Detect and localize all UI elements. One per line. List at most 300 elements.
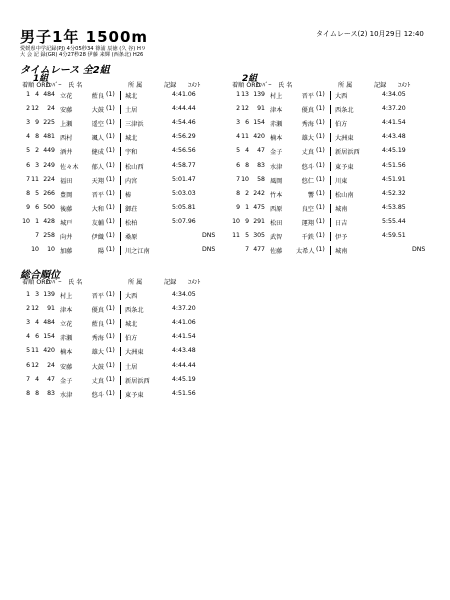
group-1-cell-given: 友輔 [91, 219, 104, 227]
overall-cell-place: 6 [26, 361, 30, 369]
group-1-header-num: ﾅﾝﾊﾞｰ [46, 82, 62, 89]
group-2-row [230, 91, 440, 103]
overall-cell-ord: 11 [31, 347, 39, 355]
group-2-cell-place: 1 [236, 91, 240, 98]
group-2-cell-grade: (1) [316, 133, 325, 141]
group-2-cell-ord: 8 [245, 161, 249, 169]
group-1-cell-given: 天翔 [91, 177, 104, 185]
group-1-cell-grade: (1) [106, 189, 115, 197]
overall-header-name: 氏 名 [68, 279, 83, 286]
group-2-cell-note: DNS [412, 246, 426, 254]
overall-cell-team: 伯方 [125, 335, 138, 343]
group-1-cell-team: 椿 [125, 191, 132, 199]
group-2-row [230, 133, 440, 145]
group-2-cell-grade: (1) [316, 217, 325, 225]
group-2-cell-ord: 1 [245, 203, 249, 211]
group-1-cell-grade: (1) [106, 133, 115, 141]
overall-cell-ord: 12 [31, 305, 39, 313]
group-1-cell-num: 500 [43, 203, 55, 211]
group-1-cell-note: DNS [202, 232, 216, 239]
group-2-row [230, 162, 440, 174]
group-1-divider [120, 147, 121, 156]
group-1-cell-place: 6 [26, 161, 30, 169]
overall-cell-name: 水津 [60, 391, 73, 399]
page-title: 男子1年 1500m [20, 28, 149, 46]
overall-cell-grade: (1) [106, 291, 115, 298]
overall-cell-place: 5 [26, 347, 30, 355]
group-1-cell-num: 481 [43, 133, 55, 141]
group-1-cell-place: 2 [26, 105, 30, 113]
group-2-cell-num: 420 [253, 133, 265, 141]
section-title-overall: 総合順位 [20, 270, 60, 281]
overall-divider [120, 305, 121, 314]
group-2-cell-num: 305 [253, 232, 265, 239]
overall-header-num: ﾅﾝﾊﾞｰ [46, 279, 62, 286]
group-2-cell-time: 4:37.20 [382, 105, 406, 113]
group-1-cell-name: 城戸 [60, 219, 73, 227]
group-1-cell-time: 5:07.96 [172, 217, 196, 225]
group-2-cell-place: 6 [236, 161, 240, 169]
overall-divider [120, 319, 121, 328]
group-1-cell-given: 陽 [97, 248, 104, 256]
group-2-cell-team: 大洲東 [335, 135, 354, 143]
group-1-cell-num: 484 [43, 91, 55, 98]
group-2-cell-num: 91 [257, 105, 265, 113]
group-2-cell-time: 4:52.32 [382, 189, 406, 197]
group-1-cell-given: 遥空 [91, 121, 104, 129]
group-1-cell-time: 4:56.29 [172, 133, 196, 141]
group-2-cell-grade: (1) [316, 246, 325, 254]
group-2-cell-place: 10 [232, 217, 240, 225]
group-1-header-team: 所 属 [128, 82, 143, 89]
group-2-row [230, 190, 440, 202]
group-2-cell-place: 2 [236, 105, 240, 113]
group-2-cell-ord: 13 [241, 91, 249, 98]
group-1-cell-ord: 4 [35, 91, 39, 98]
overall-cell-num: 420 [43, 347, 55, 355]
group-2-cell-name: 金子 [270, 149, 283, 157]
group-1-cell-ord: 10 [31, 246, 39, 254]
group-2-cell-time: 4:51.56 [382, 161, 406, 169]
overall-cell-time: 4:41.06 [172, 319, 196, 327]
group-2-cell-num: 154 [253, 119, 265, 127]
group-2-cell-name: 赤瀬 [270, 121, 283, 129]
group-1-cell-team: 松柏 [125, 219, 138, 227]
group-1-cell-place: 7 [26, 175, 30, 183]
group-2-divider [330, 232, 331, 241]
record-line-gr: 大 会 記 録(GR) 4分27秒28 伊藤 来輝 (西条北) H26 [20, 52, 144, 58]
group-1-label: 1組 [33, 74, 49, 84]
group-1-cell-name: 酒井 [60, 149, 73, 157]
group-2-cell-team: 城南 [335, 248, 348, 256]
overall-row [20, 333, 230, 345]
group-1-cell-team: 宇和 [125, 149, 138, 157]
group-1-row [20, 162, 230, 174]
group-2-cell-time: 4:53.85 [382, 203, 406, 211]
overall-cell-team: 大西 [125, 293, 138, 300]
group-2-cell-time: 4:43.48 [382, 133, 406, 141]
overall-cell-grade: (1) [106, 347, 115, 355]
overall-column-header [20, 277, 230, 289]
group-1-cell-num: 224 [43, 175, 55, 183]
overall-cell-place: 3 [26, 319, 30, 327]
group-2-cell-name: 村上 [270, 93, 283, 100]
overall-cell-name: 津本 [60, 307, 73, 315]
group-2-cell-ord: 12 [241, 105, 249, 113]
group-1-divider [120, 119, 121, 128]
overall-cell-name: 楠本 [60, 349, 73, 357]
group-2-cell-time: 4:41.54 [382, 119, 406, 127]
group-1-cell-grade: (1) [106, 203, 115, 211]
group-1-cell-team: 御荘 [125, 205, 138, 213]
overall-divider [120, 376, 121, 385]
group-2-cell-grade: (1) [316, 105, 325, 113]
group-1-divider [120, 91, 121, 100]
group-2-cell-time: 5:55.44 [382, 217, 406, 225]
group-2-cell-given: 雄大 [301, 135, 314, 143]
overall-cell-time: 4:37.20 [172, 305, 196, 313]
race-info: タイムレース(2) 10月29日 12:40 [316, 30, 424, 38]
group-2-cell-given: 響 [307, 191, 314, 199]
group-1-cell-team: 内宮 [125, 177, 138, 185]
overall-divider [120, 390, 121, 399]
overall-cell-time: 4:34.05 [172, 291, 196, 298]
overall-cell-name: 赤瀬 [60, 335, 73, 343]
group-2-row [230, 176, 440, 188]
group-1-cell-team: 城北 [125, 93, 138, 100]
group-2-cell-ord: 4 [245, 147, 249, 155]
overall-cell-given: 晋平 [91, 293, 104, 300]
group-2-cell-name: 松田 [270, 219, 283, 227]
overall-cell-place: 7 [26, 375, 30, 383]
overall-cell-ord: 4 [35, 375, 39, 383]
group-1-cell-team: 川之江南 [125, 248, 150, 256]
group-1-cell-name: 立花 [60, 93, 73, 100]
group-1-cell-place: 1 [26, 91, 30, 98]
overall-divider [120, 291, 121, 300]
overall-cell-num: 154 [43, 333, 55, 341]
group-1-cell-ord: 7 [35, 232, 39, 239]
group-1-header-name: 氏 名 [68, 82, 83, 89]
group-1-row [20, 119, 230, 131]
group-1-cell-time: 4:56.56 [172, 147, 196, 155]
group-1-cell-num: 225 [43, 119, 55, 127]
overall-cell-team: 東予東 [125, 391, 144, 399]
group-2-row [230, 147, 440, 159]
group-2-cell-grade: (1) [316, 203, 325, 211]
group-2-label: 2組 [242, 74, 258, 84]
overall-cell-time: 4:41.54 [172, 333, 196, 341]
overall-cell-time: 4:45.19 [172, 375, 196, 383]
group-1-divider [120, 105, 121, 114]
overall-row [20, 305, 230, 317]
group-1-cell-place: 9 [26, 203, 30, 211]
group-1-divider [120, 218, 121, 227]
group-1-cell-place: 10 [22, 217, 30, 225]
overall-divider [120, 347, 121, 356]
overall-cell-time: 4:44.44 [172, 361, 196, 369]
group-1-divider [120, 232, 121, 241]
group-2-cell-place: 3 [236, 119, 240, 127]
group-2-cell-team: 伊予 [335, 234, 348, 241]
group-1-cell-name: 西村 [60, 135, 73, 143]
group-2-header-comment: ｺﾒﾝﾄ [398, 82, 411, 89]
group-2-cell-given: 運翔 [301, 219, 314, 227]
group-1-row [20, 218, 230, 230]
group-1-row [20, 190, 230, 202]
overall-row [20, 319, 230, 331]
overall-cell-name: 立花 [60, 321, 73, 329]
group-2-cell-name: 水津 [270, 163, 283, 171]
group-1-cell-given: 伊織 [91, 234, 104, 241]
overall-cell-grade: (1) [106, 305, 115, 313]
group-2-cell-ord: 9 [245, 217, 249, 225]
group-1-cell-name: 安藤 [60, 107, 73, 115]
overall-cell-given: 優真 [91, 307, 104, 315]
group-2-cell-ord: 2 [245, 189, 249, 197]
group-1-cell-ord: 12 [31, 105, 39, 113]
overall-cell-team: 大洲東 [125, 349, 144, 357]
group-2-cell-name: 津本 [270, 107, 283, 115]
group-1-cell-name: 上瀬 [60, 121, 73, 129]
group-1-cell-note: DNS [202, 246, 216, 254]
group-2-cell-grade: (1) [316, 119, 325, 127]
group-1-cell-given: 大鼓 [91, 107, 104, 115]
overall-divider [120, 333, 121, 342]
group-1-divider [120, 176, 121, 185]
group-2-cell-team: 新居浜西 [335, 149, 360, 157]
group-2-cell-given: 丈真 [301, 149, 314, 157]
group-2-divider [330, 218, 331, 227]
group-2-divider [330, 190, 331, 199]
group-2-divider [330, 204, 331, 213]
group-2-cell-team: 大西 [335, 93, 348, 100]
group-1-cell-ord: 2 [35, 147, 39, 155]
group-1-row [20, 232, 230, 244]
group-2-cell-name: 武智 [270, 234, 283, 241]
group-2-cell-num: 475 [253, 203, 265, 211]
group-2-header-name: 氏 名 [278, 82, 293, 89]
group-1-cell-num: 449 [43, 147, 55, 155]
group-1-header-record: 記録 [164, 82, 177, 89]
overall-cell-given: 丈真 [91, 377, 104, 385]
group-2-cell-num: 477 [253, 246, 265, 254]
group-1-cell-name: 後藤 [60, 205, 73, 213]
group-1-cell-place: 5 [26, 147, 30, 155]
group-1-row [20, 133, 230, 145]
group-2-row [230, 204, 440, 216]
group-2-cell-place: 9 [236, 203, 240, 211]
group-2-cell-team: 川東 [335, 177, 348, 185]
group-1-cell-team: 松山西 [125, 163, 144, 171]
overall-cell-ord: 3 [35, 291, 39, 298]
group-2-cell-team: 伯方 [335, 121, 348, 129]
overall-cell-num: 83 [47, 389, 55, 397]
overall-header-order: 着順 ORD [22, 279, 51, 286]
group-2-row [230, 119, 440, 131]
overall-cell-num: 91 [47, 305, 55, 313]
group-1-cell-name: 佐々木 [60, 163, 79, 171]
section-title-heats: タイムレース 全2組 [20, 65, 110, 76]
group-2-cell-ord: 5 [245, 232, 249, 239]
group-1-divider [120, 246, 121, 255]
overall-header-record: 記録 [164, 279, 177, 286]
group-1-cell-grade: (1) [106, 105, 115, 113]
group-2-divider [330, 91, 331, 100]
overall-cell-grade: (1) [106, 389, 115, 397]
group-2-cell-place: 7 [236, 175, 240, 183]
group-2-cell-time: 4:34.05 [382, 91, 406, 98]
group-1-cell-place: 4 [26, 133, 30, 141]
overall-cell-num: 484 [43, 319, 55, 327]
group-1-cell-num: 24 [47, 105, 55, 113]
record-line-pj: 愛媛県中学記録(PJ) 4分05秒34 篠浦 辰徳 (久 谷) H９ [20, 46, 147, 52]
overall-cell-given: 秀海 [91, 335, 104, 343]
overall-row [20, 362, 230, 374]
overall-row [20, 291, 230, 303]
group-2-cell-ord: 10 [241, 175, 249, 183]
group-1-cell-grade: (1) [106, 161, 115, 169]
group-2-cell-given: 晋平 [301, 93, 314, 100]
overall-divider [120, 362, 121, 371]
group-2-cell-ord: 6 [245, 119, 249, 127]
overall-cell-team: 城北 [125, 321, 138, 329]
group-2-cell-name: 佐藤 [270, 248, 283, 256]
group-2-header-team: 所 属 [338, 82, 353, 89]
group-1-header-order: 着順 ORD [22, 82, 51, 89]
group-1-cell-time: 4:58.77 [172, 161, 196, 169]
group-2-cell-ord: 7 [245, 246, 249, 254]
overall-header-comment: ｺﾒﾝﾄ [188, 279, 201, 286]
group-2-row [230, 232, 440, 244]
group-1-cell-time: 5:05.81 [172, 203, 196, 211]
group-2-divider [330, 105, 331, 114]
overall-cell-ord: 4 [35, 319, 39, 327]
group-1-row [20, 204, 230, 216]
overall-row [20, 390, 230, 402]
overall-cell-num: 47 [47, 375, 55, 383]
group-1-cell-given: 晋平 [91, 191, 104, 199]
group-1-cell-team: 桑原 [125, 234, 138, 241]
group-2-cell-place: 8 [236, 189, 240, 197]
group-1-cell-ord: 8 [35, 133, 39, 141]
group-1-row [20, 246, 230, 258]
group-2-divider [330, 119, 331, 128]
overall-cell-team: 西条北 [125, 307, 144, 315]
group-1-divider [120, 190, 121, 199]
overall-cell-ord: 8 [35, 389, 39, 397]
group-2-cell-grade: (1) [316, 147, 325, 155]
group-2-divider [330, 147, 331, 156]
group-2-cell-team: 西条北 [335, 107, 354, 115]
group-1-row [20, 105, 230, 117]
group-1-cell-time: 4:44.44 [172, 105, 196, 113]
group-2-cell-grade: (1) [316, 91, 325, 98]
group-1-cell-name: 向井 [60, 234, 73, 241]
group-1-cell-num: 10 [47, 246, 55, 254]
overall-cell-grade: (1) [106, 375, 115, 383]
group-2-cell-num: 291 [253, 217, 265, 225]
group-2-cell-given: 秀海 [301, 121, 314, 129]
group-2-cell-name: 西原 [270, 205, 283, 213]
group-2-cell-num: 47 [257, 147, 265, 155]
overall-cell-time: 4:43.48 [172, 347, 196, 355]
overall-cell-team: 土居 [125, 363, 138, 371]
group-2-cell-time: 4:59.51 [382, 232, 406, 239]
group-2-cell-given: 良空 [301, 205, 314, 213]
group-2-cell-given: 太希人 [296, 248, 315, 256]
group-2-divider [330, 133, 331, 142]
group-1-cell-name: 豊岡 [60, 191, 73, 199]
overall-cell-name: 安藤 [60, 363, 73, 371]
overall-cell-num: 139 [43, 291, 55, 298]
overall-cell-name: 金子 [60, 377, 73, 385]
group-2-header-num: ﾅﾝﾊﾞｰ [256, 82, 272, 89]
group-2-row [230, 246, 440, 258]
overall-cell-given: 藍良 [91, 321, 104, 329]
group-1-row [20, 147, 230, 159]
group-1-divider [120, 133, 121, 142]
group-1-cell-given: 藍良 [91, 93, 104, 100]
group-2-cell-place: 5 [236, 147, 240, 155]
group-1-cell-num: 266 [43, 189, 55, 197]
group-1-cell-ord: 6 [35, 203, 39, 211]
group-2-row [230, 105, 440, 117]
group-2-cell-ord: 11 [241, 133, 249, 141]
group-2-divider [330, 162, 331, 171]
overall-cell-num: 24 [47, 361, 55, 369]
overall-header-team: 所 属 [128, 279, 143, 286]
overall-cell-grade: (1) [106, 319, 115, 327]
group-1-cell-given: 大和 [91, 205, 104, 213]
group-1-cell-place: 8 [26, 189, 30, 197]
group-1-cell-place: 3 [26, 119, 30, 127]
group-1-cell-grade: (1) [106, 175, 115, 183]
group-1-cell-grade: (1) [106, 217, 115, 225]
overall-cell-place: 2 [26, 305, 30, 313]
group-1-cell-ord: 3 [35, 161, 39, 169]
group-2-cell-num: 242 [253, 189, 265, 197]
group-1-divider [120, 204, 121, 213]
group-2-divider [330, 246, 331, 255]
group-2-cell-num: 58 [257, 175, 265, 183]
group-2-cell-given: 悠斗 [301, 163, 314, 171]
overall-cell-grade: (1) [106, 333, 115, 341]
group-1-cell-name: 加藤 [60, 248, 73, 256]
overall-cell-time: 4:51.56 [172, 389, 196, 397]
group-1-cell-given: 颯人 [91, 135, 104, 143]
group-2-cell-name: 風岡 [270, 177, 283, 185]
group-2-cell-name: 楠本 [270, 135, 283, 143]
group-2-cell-grade: (1) [316, 232, 325, 239]
group-2-divider [330, 176, 331, 185]
group-1-cell-time: 5:03.03 [172, 189, 196, 197]
group-2-cell-num: 139 [253, 91, 265, 98]
overall-cell-given: 大鼓 [91, 363, 104, 371]
group-2-cell-team: 松山南 [335, 191, 354, 199]
group-2-cell-given: 優真 [301, 107, 314, 115]
group-1-cell-team: 城北 [125, 135, 138, 143]
overall-cell-team: 新居浜西 [125, 377, 150, 385]
group-1-cell-num: 249 [43, 161, 55, 169]
overall-cell-given: 雄大 [91, 349, 104, 357]
overall-cell-given: 悠斗 [91, 391, 104, 399]
group-1-cell-grade: (1) [106, 232, 115, 239]
group-1-cell-time: 5:01.47 [172, 175, 196, 183]
group-1-cell-grade: (1) [106, 119, 115, 127]
group-1-cell-name: 福田 [60, 177, 73, 185]
group-2-cell-team: 東予東 [335, 163, 354, 171]
